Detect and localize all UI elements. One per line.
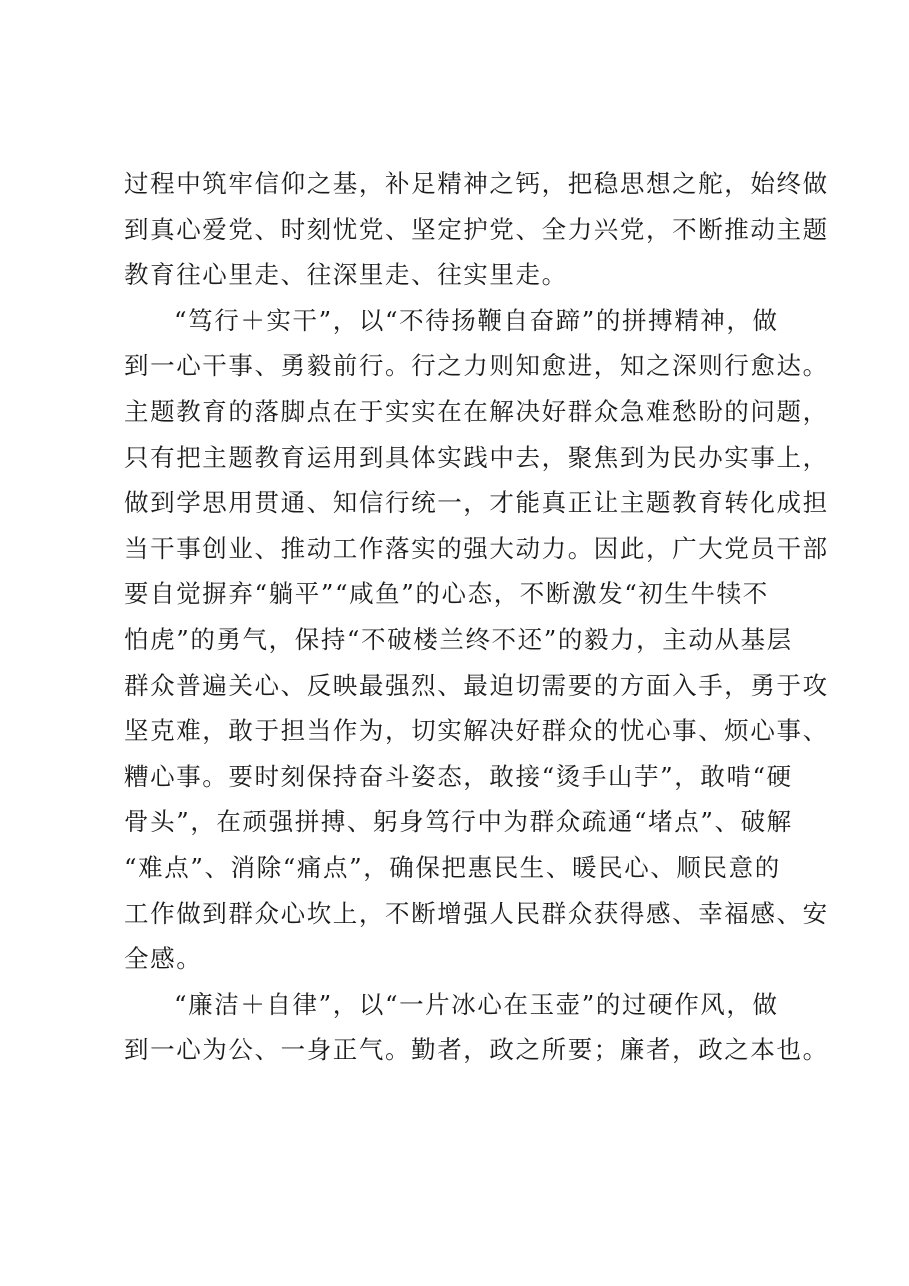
paragraph-2-line-2: 到一心干事、勇毅前行。行之力则知愈进，知之深则行愈达。 bbox=[124, 351, 829, 381]
paragraph-1-line-3: 教育往心里走、往深里走、往实里走。 bbox=[124, 260, 568, 290]
document-body bbox=[124, 161, 829, 1073]
paragraph-2-line-13: “难点”、消除“痛点”，确保把惠民生、暖民心、顺民意的 bbox=[124, 852, 781, 882]
paragraph-2-line-1: “笃行＋实干”，以“不待扬鞭自奋蹄”的拼搏精神，做 bbox=[174, 305, 779, 335]
paragraph-2-line-9: 群众普遍关心、反映最强烈、最迫切需要的方面入手，勇于攻 bbox=[124, 670, 829, 700]
paragraph-2-line-15: 全感。 bbox=[124, 944, 203, 974]
paragraph-2-line-7: 要自觉摒弃“躺平”“咸鱼”的心态，不断激发“初生牛犊不 bbox=[124, 579, 769, 609]
paragraph-2-line-10: 坚克难，敢于担当作为，切实解决好群众的忧心事、烦心事、 bbox=[124, 716, 829, 746]
paragraph-2-line-6: 当干事创业、推动工作落实的强大动力。因此，广大党员干部 bbox=[124, 533, 829, 563]
paragraph-2-line-4: 只有把主题教育运用到具体实践中去，聚焦到为民办实事上， bbox=[124, 442, 829, 472]
paragraph-2-line-12: 骨头”，在顽强拼搏、躬身笃行中为群众疏通“堵点”、破解 bbox=[124, 807, 793, 837]
paragraph-1-line-1: 过程中筑牢信仰之基，补足精神之钙，把稳思想之舵，始终做 bbox=[124, 169, 829, 198]
paragraph-2-line-5: 做到学思用贯通、知信行统一，才能真正让主题教育转化成担 bbox=[124, 488, 829, 518]
paragraph-2-line-3: 主题教育的落脚点在于实实在在解决好群众急难愁盼的问题， bbox=[124, 396, 829, 426]
paragraph-3-line-1: “廉洁＋自律”，以“一片冰心在玉壶”的过硬作风，做 bbox=[174, 989, 779, 1019]
paragraph-2-line-14: 工作做到群众心坎上，不断增强人民群众获得感、幸福感、安 bbox=[124, 898, 829, 928]
paragraph-3-line-2: 到一心为公、一身正气。勤者，政之所要；廉者，政之本也。 bbox=[124, 1035, 829, 1065]
paragraph-1-line-2: 到真心爱党、时刻忧党、坚定护党、全力兴党，不断推动主题 bbox=[124, 214, 829, 244]
paragraph-2-line-11: 糟心事。要时刻保持奋斗姿态，敢接“烫手山芋”，敢啃“硬 bbox=[124, 761, 793, 791]
paragraph-2-line-8: 怕虎”的勇气，保持“不破楼兰终不还”的毅力，主动从基层 bbox=[124, 624, 793, 654]
